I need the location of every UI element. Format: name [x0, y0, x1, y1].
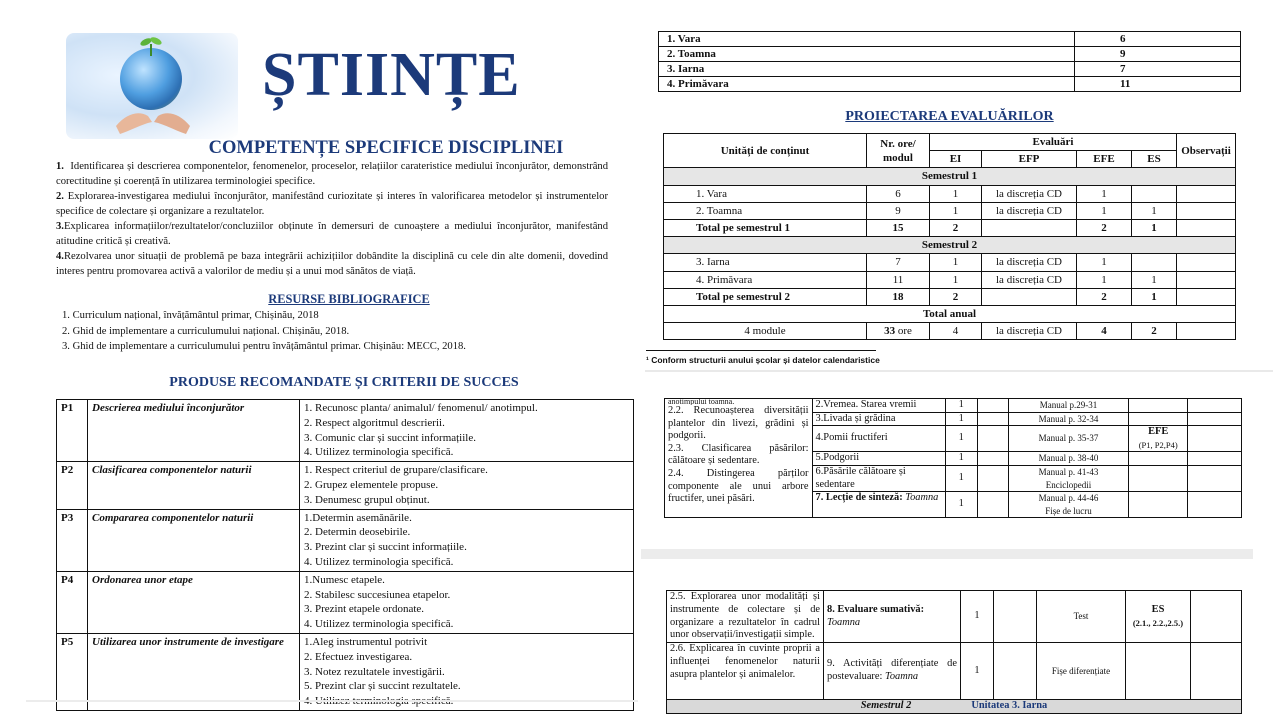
season-name: 1. Vara	[659, 32, 1075, 47]
col-header-units: Unități de conținut	[664, 134, 867, 168]
products-heading: PRODUSE RECOMANDATE ȘI CRITERII DE SUCCES	[169, 375, 519, 390]
season-hours: 11	[1075, 77, 1241, 92]
season-hours: 9	[1075, 47, 1241, 62]
table-row: 4.Pomii fructiferi 1 Manual p. 35-37 EFE (P1, P2,P4)	[665, 426, 1242, 452]
col-header-es: ES	[1132, 151, 1177, 168]
resource-item: 2. Ghid de implementare a curriculumului național. Chișinău, 2018.	[62, 325, 350, 337]
total-row: Total pe semestrul 1 15 2 2 1	[664, 220, 1236, 237]
table-row: 1. Vara 6 1 la discreția CD 1	[664, 185, 1236, 202]
table-row	[659, 62, 1241, 77]
table-row: 3. Iarna 7 1 la discreția CD 1	[664, 254, 1236, 271]
product-code: P3	[57, 509, 88, 571]
product-name: Descrierea mediului înconjurător	[88, 400, 300, 462]
table-row	[659, 77, 1241, 92]
table-row: 4. Primăvara 11 1 la discreția CD 1 1	[664, 271, 1236, 288]
resource-item: 3. Ghid de implementare a curriculumului pentru învățământul primar. Chișinău: MECC, 2018.	[62, 341, 466, 352]
table-row	[57, 633, 634, 710]
semester-row: Semestrul 1	[664, 168, 1236, 185]
product-code: P4	[57, 571, 88, 633]
competence-item: 4.Rezolvarea unor situații de problemă pe baza integrării achizițiilor dobândite la disciplină cu cele din alte domenii, dovedind interes pentru promovarea activă a valorilor de mediu și a unui mod sănătos de viață.	[56, 251, 608, 277]
product-code: P5	[57, 633, 88, 710]
products-table	[56, 399, 634, 711]
product-code: P2	[57, 462, 88, 509]
product-name: Ordonarea unor etape	[88, 571, 300, 633]
season-hours: 6	[1075, 32, 1241, 47]
divider	[646, 350, 876, 351]
semester-row: Semestrul 2	[664, 237, 1236, 254]
season-name: 3. Iarna	[659, 62, 1075, 77]
lesson-plan-table	[664, 398, 1242, 518]
annual-header-row: Total anual	[664, 306, 1236, 323]
resources-list	[62, 308, 622, 355]
product-criteria: 1.Aleg instrumentul potrivit 2. Efectuez investigarea. 3. Notez rezultatele investigării. 5. Prezint clar și succint rezultatele.	[300, 633, 634, 710]
es-badge: ES	[1151, 603, 1165, 615]
table-row: anotimpului toamna. 2.2. Recunoașterea diversității plantelor din livezi, grădini și podgorii. 2.3. Clasificarea păsărilor: călătoare și sedentare. 2.4. Distingerea părților componente ale unui arbore fructifer, unei păsări. 2.Vremea. Starea vremii 1 Manual p.29-31	[665, 399, 1242, 413]
semester-row: Semestrul 2 Unitatea 3. Iarna	[667, 700, 1242, 714]
season-hours: 7	[1075, 62, 1241, 77]
table-row: 6.Păsările călătoare și sedentare 1 Manual p. 41-43 Enciclopedii	[665, 465, 1242, 491]
table-row	[659, 47, 1241, 62]
col-header-observations: Observații	[1177, 134, 1236, 168]
col-header-evaluations: Evaluări	[930, 134, 1177, 151]
table-row	[57, 571, 634, 633]
sprout-icon	[138, 34, 164, 56]
product-criteria: 1. Recunosc planta/ animalul/ fenomenul/ anotimpul. 2. Respect algoritmul descrierii. 3. Comunic clar și succint informațiile. 4. Utilizez terminologia specifică.	[300, 400, 634, 462]
competences-list	[56, 159, 608, 279]
product-criteria: 1. Respect criteriul de grupare/clasificare. 2. Grupez elementele propuse. 3. Denumesc grupul obținut.	[300, 462, 634, 509]
evaluation-heading: PROIECTAREA EVALUĂRILOR	[845, 109, 1054, 124]
section-title-competences: COMPETENȚE SPECIFICE DISCIPLINEI	[208, 138, 564, 158]
product-code: P1	[57, 400, 88, 462]
product-criteria: 1.Numesc etapele. 2. Stabilesc succesiunea etapelor. 3. Prezint etapele ordonate. 4. Utilizez terminologia specifică.	[300, 571, 634, 633]
hands-icon	[112, 96, 194, 134]
product-name: Clasificarea componentelor naturii	[88, 462, 300, 509]
table-row: 7. Lecție de sinteză: Toamna 1 Manual p. 44-46 Fișe de lucru	[665, 492, 1242, 518]
footnote: ¹ Conform structurii anului școlar și datelor calendaristice	[646, 355, 880, 365]
table-row: 2.6. Explicarea în cuvinte proprii a influenței fenomenelor naturii asupra plantelor și animalelor. 9. Activități diferențiate de postevaluare: Toamna 1 Fișe diferențiate	[667, 643, 1242, 700]
resources-heading: RESURSE BIBLIOGRAFICE	[268, 292, 430, 306]
lesson-plan-table-2	[666, 590, 1242, 714]
table-row	[57, 400, 634, 462]
annual-row: 4 module 33 ore 4 la discreția CD 4 2	[664, 323, 1236, 340]
divider	[645, 370, 1273, 372]
resource-item: 1. Curriculum național, învățământul primar, Chișinău, 2018	[62, 310, 319, 321]
col-header-ei: EI	[930, 151, 982, 168]
table-row: 2.5. Explorarea unor modalități și instrumente de colectare și de organizare a rezultatelor în cadrul unor observații/investigații simple. 8. Evaluare sumativă: Toamna 1 Test ES (2.1., 2.2.,2.5.)	[667, 591, 1242, 643]
divider	[641, 549, 1253, 559]
table-row	[57, 509, 634, 571]
col-header-efe: EFE	[1077, 151, 1132, 168]
divider	[26, 700, 638, 702]
total-row: Total pe semestrul 2 18 2 2 1	[664, 288, 1236, 305]
competence-text: anotimpului toamna. 2.2. Recunoașterea diversității plantelor din livezi, grădini și podgorii. 2.3. Clasificarea păsărilor: călătoare și sedentare. 2.4. Distingerea părților componente ale unui arbore fructifer, unei păsări.	[665, 399, 813, 518]
table-row: 3.Livada și grădina 1 Manual p. 32-34	[665, 412, 1242, 426]
table-row	[57, 462, 634, 509]
evaluation-table	[663, 133, 1236, 340]
product-criteria: 1.Determin asemănările. 2. Determin deosebirile. 3. Prezint clar și succint informațiile. 4. Utilizez terminologia specifică.	[300, 509, 634, 571]
col-header-hours: Nr. ore/ modul	[867, 134, 930, 168]
season-name: 4. Primăvara	[659, 77, 1075, 92]
efe-badge: EFE	[1148, 426, 1169, 438]
page-title: ȘTIINȚE	[262, 41, 521, 109]
competence-item: 3.Explicarea informațiilor/rezultatelor/concluziilor obținute în demersuri de cunoaștere a mediului înconjurător, manifestând atitudine critică și creativă.	[56, 221, 608, 247]
table-row: 5.Podgorii 1 Manual p. 38-40	[665, 452, 1242, 466]
table-header-row	[664, 134, 1236, 151]
season-name: 2. Toamna	[659, 47, 1075, 62]
product-name: Utilizarea unor instrumente de investigare	[88, 633, 300, 710]
competence-item: 1. Identificarea și descrierea componentelor, fenomenelor, proceselor, relațiilor carateristice mediului înconjurător, demonstrând corectitudine și coerență în utilizarea terminologiei specifice.	[56, 161, 609, 187]
product-name: Compararea componentelor naturii	[88, 509, 300, 571]
seasons-table	[658, 31, 1241, 92]
table-row: 2. Toamna 9 1 la discreția CD 1 1	[664, 202, 1236, 219]
table-row	[659, 32, 1241, 47]
competence-item: 2. Explorarea-investigarea mediului înconjurător, manifestând curiozitate și interes în valorificarea metodelor și instrumentelor specifice de colectare și organizare a rezultatelor.	[56, 191, 608, 217]
col-header-efp: EFP	[982, 151, 1077, 168]
